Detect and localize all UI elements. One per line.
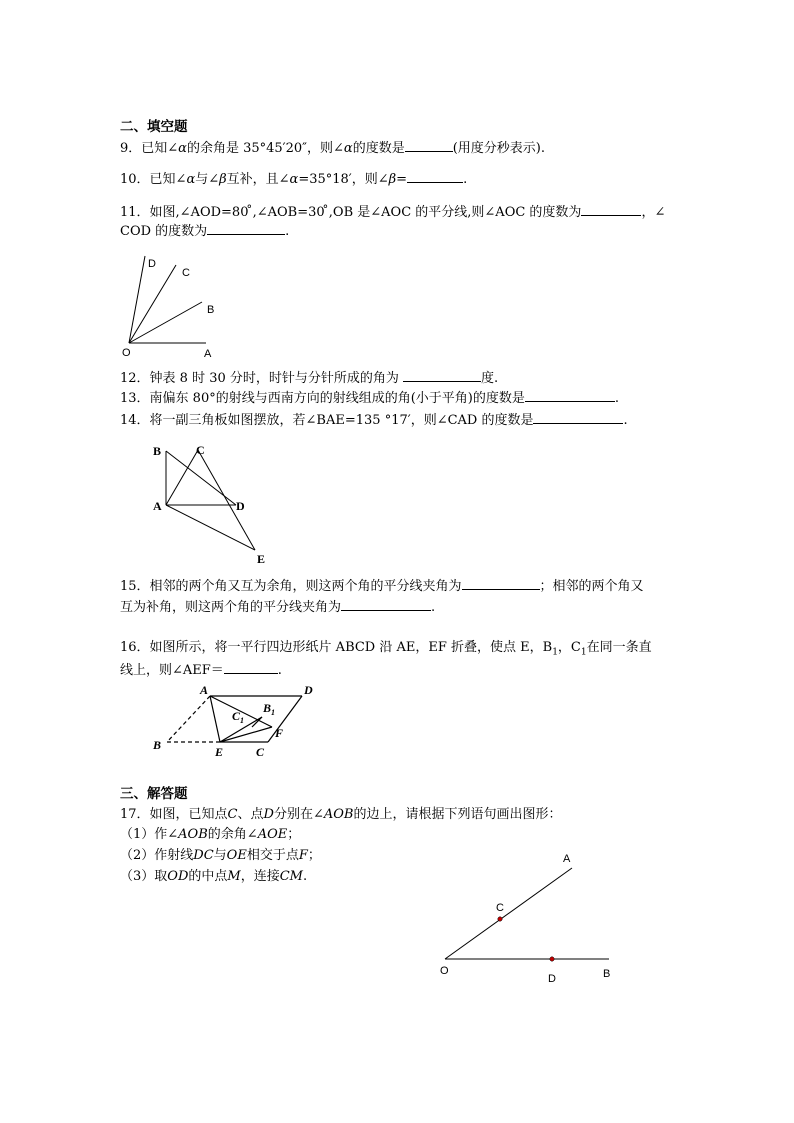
- q10-text-b: 与∠: [195, 172, 220, 187]
- q17-step2-OE: OE: [226, 848, 247, 863]
- q10-text-a: 10．已知∠: [120, 172, 187, 187]
- fig14-label-C: C: [196, 443, 205, 457]
- q17-text-1a: 17．如图，已知点: [120, 807, 228, 822]
- fig16-label-C: C: [256, 745, 265, 759]
- q13-text-a: 13．南偏东 80°的射线与西南方向的射线组成的角(小于平角)的度数是: [120, 391, 525, 406]
- q17-step1-a: （1）作∠: [120, 827, 179, 842]
- q15-text-2-end: .: [431, 600, 436, 615]
- q9-alpha: α: [178, 141, 187, 156]
- q17-step2-a: （2）作射线: [120, 848, 194, 863]
- q9-text-c: 的度数是: [352, 141, 405, 156]
- q15-text-1: 15．相邻的两个角又互为余角，则这两个角的平分线夹角为: [120, 579, 462, 594]
- fig16-label-D: D: [304, 683, 313, 697]
- q11-text-1-end: ，∠: [641, 205, 666, 220]
- q16-text-1-end: 在同一条直: [586, 640, 652, 655]
- q10-beta: β: [219, 172, 227, 187]
- section-heading-solve: 三、解答题: [120, 786, 188, 802]
- q17-text-1c: 分别在∠: [273, 807, 324, 822]
- q11-text-1: 11．如图,∠AOD=80 ̊,∠AOB=30 ̊,OB 是∠AOC 的平分线,则∠AOC 的度数为: [120, 205, 582, 220]
- fig11-label-D: D: [148, 258, 156, 270]
- q12-text-b: 度.: [481, 371, 499, 386]
- q10-alpha-2: α: [289, 172, 299, 187]
- q16-sub-1: 1: [552, 647, 558, 658]
- point-D: [550, 957, 554, 961]
- q17-step1-c: ；: [287, 827, 301, 842]
- q16-text-2: 线上，则∠AEF＝: [120, 663, 224, 678]
- ray-OA: [445, 868, 572, 959]
- q17-step1-b: 的余角∠: [207, 827, 258, 842]
- fig11-label-C: C: [182, 267, 190, 279]
- q15-text-1-end: ；相邻的两个角又: [539, 579, 644, 594]
- q17-step3-d: .: [302, 869, 308, 884]
- fig16-label-B: B: [153, 738, 162, 752]
- fig17-label-C: C: [496, 902, 504, 914]
- fig16-label-F: F: [275, 726, 284, 740]
- q17-text-1b: 、点: [237, 807, 264, 822]
- q16-text-mid: ，C: [557, 640, 581, 655]
- q9-text-b: 的余角是 35°45′20″，则∠: [186, 141, 344, 156]
- fig11-label-O: O: [122, 347, 131, 359]
- fig11-label-A: A: [204, 348, 212, 360]
- q15-text-2: 互为补角，则这两个角的平分线夹角为: [120, 600, 342, 615]
- q10-text-f: .: [463, 172, 468, 187]
- q14-text-b: .: [623, 413, 628, 428]
- q17-var-C: C: [227, 807, 238, 822]
- q10-beta-2: β: [388, 172, 397, 187]
- fig17-label-D: D: [548, 973, 556, 985]
- q17-step1-AOE: AOE: [257, 827, 288, 842]
- q17-step2-d: ；: [307, 848, 321, 863]
- q16-text-1: 16．如图所示，将一平行四边形纸片 ABCD 沿 AE，EF 折叠，使点 E，B: [120, 640, 553, 655]
- fig16-label-B1: $B_1$: [263, 701, 276, 717]
- q17-step2-DC: DC: [193, 848, 214, 863]
- fig17-label-B: B: [603, 968, 611, 980]
- q14-text-a: 14．将一副三角板如图摆放，若∠BAE=135 °17′，则∠CAD 的度数是: [120, 413, 534, 428]
- fig16-label-A: A: [200, 683, 209, 697]
- q17-step3-b: 的中点: [188, 869, 228, 884]
- q11-text-2-end: .: [285, 224, 290, 239]
- q17-step3-CM: CM: [279, 869, 303, 884]
- q17-text-1d: 的边上，请根据下列语句画出图形：: [353, 807, 562, 822]
- q17-var-AOB: AOB: [323, 807, 354, 822]
- q9-alpha-2: α: [343, 141, 353, 156]
- fig14-label-E: E: [257, 552, 266, 566]
- q17-var-D: D: [263, 807, 274, 822]
- section-heading-fill-in: 二、填空题: [120, 119, 188, 135]
- fig14-label-B: B: [153, 444, 162, 458]
- q9-text-d: (用度分秒表示).: [452, 141, 545, 156]
- q10-text-d: =35°18′，则∠: [298, 172, 389, 187]
- q17-step3-M: M: [227, 869, 241, 884]
- q17-step2-c: 相交于点: [246, 848, 299, 863]
- fig14-label-A: A: [153, 499, 162, 513]
- q16-sub-2: 1: [580, 647, 587, 658]
- q17-step3-OD: OD: [167, 869, 189, 884]
- q17-step1-AOB: AOB: [178, 827, 208, 842]
- q10-text-c: 互补，且∠: [226, 172, 290, 187]
- q11-text-2: COD 的度数为: [120, 224, 208, 239]
- fig14-label-D: D: [236, 499, 245, 513]
- fig16-label-E: E: [215, 745, 224, 759]
- q9-text-a: 9．已知∠: [120, 141, 179, 156]
- point-C: [498, 917, 502, 921]
- q12-text-a: 12．钟表 8 时 30 分时，时针与分针所成的角为: [120, 371, 404, 386]
- q17-step3-c: ，连接: [240, 869, 280, 884]
- fig17-label-O: O: [440, 965, 449, 977]
- q16-text-2-end: .: [277, 663, 282, 678]
- fig17-label-A: A: [563, 853, 571, 865]
- q17-step2-b: 与: [213, 848, 227, 863]
- fig16-label-C1: $C_1$: [232, 709, 245, 725]
- q17-step2-F: F: [298, 848, 308, 863]
- q13-text-b: .: [614, 391, 620, 406]
- fig11-label-B: B: [207, 304, 215, 316]
- q17-step3-a: （3）取: [120, 869, 168, 884]
- q10-alpha: α: [186, 172, 196, 187]
- q10-text-e: =: [396, 172, 408, 187]
